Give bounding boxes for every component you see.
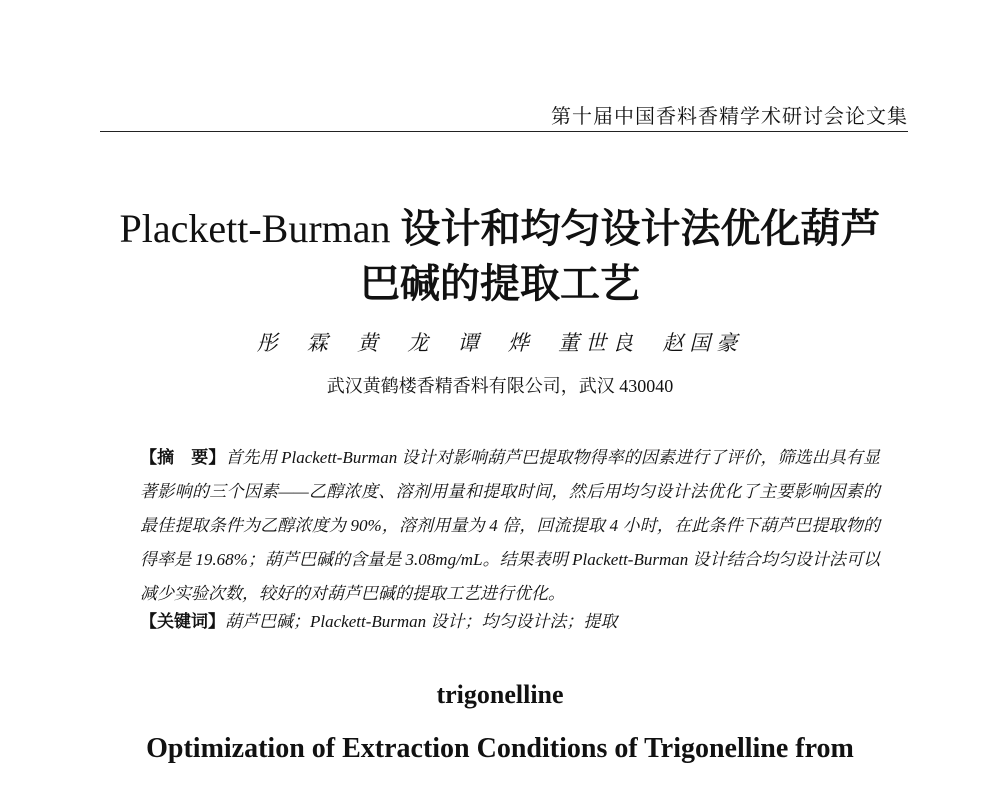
title-cjk-part: 设计和均匀设计法优化葫芦	[400, 206, 881, 251]
keywords	[140, 609, 880, 635]
paper-title-line1	[80, 203, 920, 255]
abstract	[140, 441, 880, 611]
proceedings-header: 第十届中国香料香精学术研讨会论文集	[551, 106, 908, 128]
header-rule	[100, 131, 908, 132]
affiliation: 武汉黄鹤楼香精香料有限公司，武汉 430040	[326, 376, 674, 396]
abstract-label: 【摘 要】	[140, 448, 226, 467]
keywords-text: 葫芦巴碱；Plackett-Burman 设计；均匀设计法；提取	[225, 612, 618, 631]
author-list: 彤 霖 黄 龙 谭 烨 董世良 赵国豪	[256, 331, 744, 355]
keywords-label: 【关键词】	[140, 612, 225, 631]
title-latin-part: Plackett-Burman	[119, 206, 391, 251]
english-title: Optimization of Extraction Conditions of Trigonelline from	[146, 733, 854, 764]
paper-title-line2: 巴碱的提取工艺	[360, 261, 640, 306]
english-keyword: trigonelline	[436, 680, 564, 709]
abstract-text: 首先用 Plackett-Burman 设计对影响葫芦巴提取物得率的因素进行了评价，筛选出具有显著影响的三个因素——乙醇浓度、溶剂用量和提取时间，然后用均匀设计法优化了主要影响因素的最佳提取条件为乙醇浓度为 90%，溶剂用量为 4 倍，回流提取 4 小时，在此条件下葫芦巴提取物的得率是 19.68%；葫芦巴碱的含量是 3.08mg/mL。结果表明 Plackett-Burman 设计结合均匀设计法可以减少实验次数，较好的对葫芦巴碱的提取工艺进行优化。	[140, 448, 881, 603]
